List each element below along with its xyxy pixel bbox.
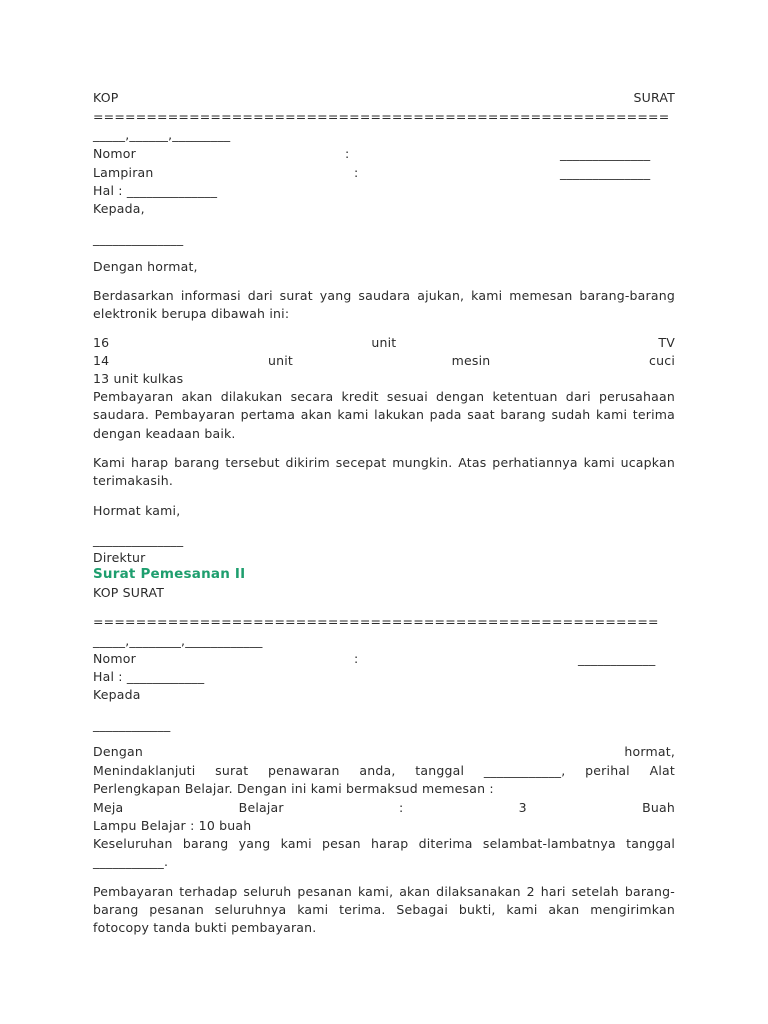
word: surat [215, 763, 249, 778]
nomor-blank: ______________ [560, 146, 651, 161]
separator-rule: ====================================================== [93, 109, 670, 124]
hal-line: Hal : ______________ [93, 183, 218, 198]
payment-line-1: Pembayaran terhadap seluruh pesanan kami, akan dilaksanakan 2 hari setelah barang- [93, 884, 675, 899]
item-unit: Buah [642, 800, 675, 815]
deadline-line-2: ___________. [93, 854, 169, 869]
nomor-colon: : [345, 146, 350, 161]
lampiran-colon: : [354, 165, 359, 180]
item-qty: 3 [518, 800, 527, 815]
closing: Hormat kami, [93, 503, 181, 518]
surat-label: SURAT [633, 90, 675, 105]
payment-line-2: barang pesanan seluruhnya kami terima. Sebagai bukti, kami akan mengirimkan [93, 902, 675, 917]
nomor-blank: ____________ [578, 651, 656, 666]
kepada-label: Kepada, [93, 201, 145, 216]
signatory-position: Direktur [93, 550, 146, 565]
payment-line-2: saudara. Pembayaran pertama akan kami lakukan pada saat barang sudah kami terima [93, 407, 675, 422]
word: tanggal [415, 763, 465, 778]
follow-up-line-1 [93, 762, 675, 780]
item-colon: : [399, 800, 404, 815]
date-placeholder: _____,______,_________ [93, 127, 231, 142]
lampiran-blank: ______________ [560, 165, 651, 180]
payment-line-3: fotocopy tanda bukti pembayaran. [93, 920, 317, 935]
recipient-blank: ____________ [93, 717, 171, 732]
word: penawaran [268, 763, 340, 778]
nomor-colon: : [354, 651, 359, 666]
item-name: Meja [93, 800, 124, 815]
hope-line-2: terimakasih. [93, 473, 174, 488]
date-placeholder: _____,________,____________ [93, 633, 263, 648]
signature-blank: ______________ [93, 532, 184, 547]
hal-line: Hal : ____________ [93, 669, 205, 684]
deadline-line-1: Keseluruhan barang yang kami pesan harap diterima selambat-lambatnya tanggal [93, 836, 675, 851]
hope-line-1: Kami harap barang tersebut dikirim secepat mungkin. Atas perhatiannya kami ucapkan [93, 455, 675, 470]
kop-surat-label: KOP SURAT [93, 585, 165, 600]
item-unit: unit [267, 353, 293, 368]
letterhead-row [93, 89, 675, 107]
intro-line-1: Berdasarkan informasi dari surat yang saudara ajukan, kami memesan barang-barang [93, 288, 675, 303]
nomor-label: Nomor [93, 651, 136, 666]
word: ____________, [483, 763, 566, 778]
lampiran-label: Lampiran [93, 165, 154, 180]
word: Alat [649, 763, 675, 778]
item-qty: 14 [93, 353, 110, 368]
item-name: cuci [649, 353, 675, 368]
salutation-word: hormat, [624, 744, 675, 759]
word: perihal [585, 763, 630, 778]
section-heading: Surat Pemesanan II [93, 566, 246, 582]
kepada-label: Kepada [93, 687, 141, 702]
item-qty: 16 [93, 335, 110, 350]
word: anda, [359, 763, 396, 778]
order-item-1 [93, 799, 675, 817]
follow-up-line-2: Perlengkapan Belajar. Dengan ini kami bermaksud memesan : [93, 781, 494, 796]
item-name: Belajar [238, 800, 284, 815]
intro-line-2: elektronik berupa dibawah ini: [93, 306, 290, 321]
salutation [93, 743, 675, 761]
item-unit: unit [371, 335, 397, 350]
salutation: Dengan hormat, [93, 259, 198, 274]
item-name: mesin [451, 353, 491, 368]
order-item-1 [93, 334, 675, 352]
salutation-word: Dengan [93, 744, 143, 759]
order-item-3: 13 unit kulkas [93, 371, 184, 386]
order-item-2: Lampu Belajar : 10 buah [93, 818, 252, 833]
recipient-blank: ______________ [93, 231, 184, 246]
separator-rule: ===================================================== [93, 614, 659, 629]
word: Menindaklanjuti [93, 763, 196, 778]
item-name: TV [658, 335, 675, 350]
order-item-2 [93, 352, 675, 370]
payment-line-3: dengan keadaan baik. [93, 426, 236, 441]
kop-label: KOP [93, 90, 119, 105]
payment-line-1: Pembayaran akan dilakukan secara kredit sesuai dengan ketentuan dari perusahaan [93, 389, 675, 404]
nomor-label: Nomor [93, 146, 136, 161]
